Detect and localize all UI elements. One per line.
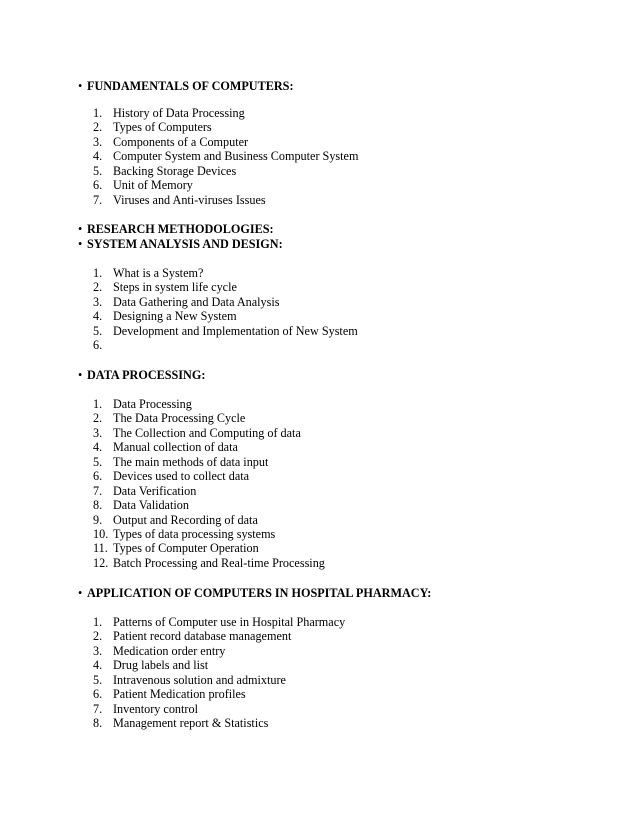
list-item: 2. Steps in system life cycle <box>93 280 237 295</box>
list-item: 1. Data Processing <box>93 397 192 411</box>
list-item: 1. History of Data Processing <box>93 106 245 120</box>
list-item: 6. <box>93 338 103 353</box>
bullet-icon: • <box>78 79 83 93</box>
list-item: 7. Inventory control <box>93 701 198 716</box>
list-item: 3. Components of a Computer <box>93 134 249 149</box>
bullet-icon: • <box>78 237 83 251</box>
list-item: 10. Types of data processing systems <box>93 526 276 541</box>
list-item: 5. Backing Storage Devices <box>93 163 237 178</box>
list-item: 6. Unit of Memory <box>93 178 193 193</box>
list-item: 4. Designing a New System <box>93 309 237 324</box>
list-item: 5. Development and Implementation of New System <box>93 323 358 338</box>
bullet-icon: • <box>78 222 83 236</box>
list-item: 9. Output and Recording of data <box>93 512 258 527</box>
section-heading: • RESEARCH METHODOLOGIES: <box>78 222 274 236</box>
list-item: 7. Viruses and Anti-viruses Issues <box>93 192 266 207</box>
list-item: 4. Manual collection of data <box>93 440 238 455</box>
list-item: 3. Data Gathering and Data Analysis <box>93 294 280 309</box>
list-item: 8. Data Validation <box>93 498 189 513</box>
list-item: 6. Devices used to collect data <box>93 469 250 484</box>
list-item: 2. The Data Processing Cycle <box>93 411 246 426</box>
numbered-list <box>93 397 325 570</box>
list-item: 5. The main methods of data input <box>93 454 269 469</box>
list-item: 11. Types of Computer Operation <box>93 541 259 556</box>
section-heading: • FUNDAMENTALS OF COMPUTERS: <box>78 79 294 93</box>
list-item: 3. Medication order entry <box>93 643 226 658</box>
list-item: 5. Intravenous solution and admixture <box>93 672 286 687</box>
list-item: 12. Batch Processing and Real-time Processing <box>93 555 325 570</box>
numbered-list <box>93 106 358 207</box>
list-item: 4. Computer System and Business Computer System <box>93 149 359 164</box>
list-item: 2. Patient record database management <box>93 629 292 644</box>
numbered-list <box>93 615 345 731</box>
section-heading: • SYSTEM ANALYSIS AND DESIGN: <box>78 237 283 251</box>
list-item: 3. The Collection and Computing of data <box>93 425 301 440</box>
list-item: 1. Patterns of Computer use in Hospital Pharmacy <box>93 615 346 629</box>
list-item: 4. Drug labels and list <box>93 658 209 673</box>
list-item: 8. Management report & Statistics <box>93 716 269 731</box>
list-item: 1. What is a System? <box>93 266 204 280</box>
bullet-icon: • <box>78 586 83 600</box>
list-item: 7. Data Verification <box>93 483 197 498</box>
section-heading: • APPLICATION OF COMPUTERS IN HOSPITAL PHARMACY: <box>78 586 432 600</box>
section-heading: • DATA PROCESSING: <box>78 368 206 382</box>
bullet-icon: • <box>78 368 83 382</box>
list-item: 2. Types of Computers <box>93 120 212 135</box>
list-item: 6. Patient Medication profiles <box>93 687 246 702</box>
numbered-list <box>93 266 358 353</box>
